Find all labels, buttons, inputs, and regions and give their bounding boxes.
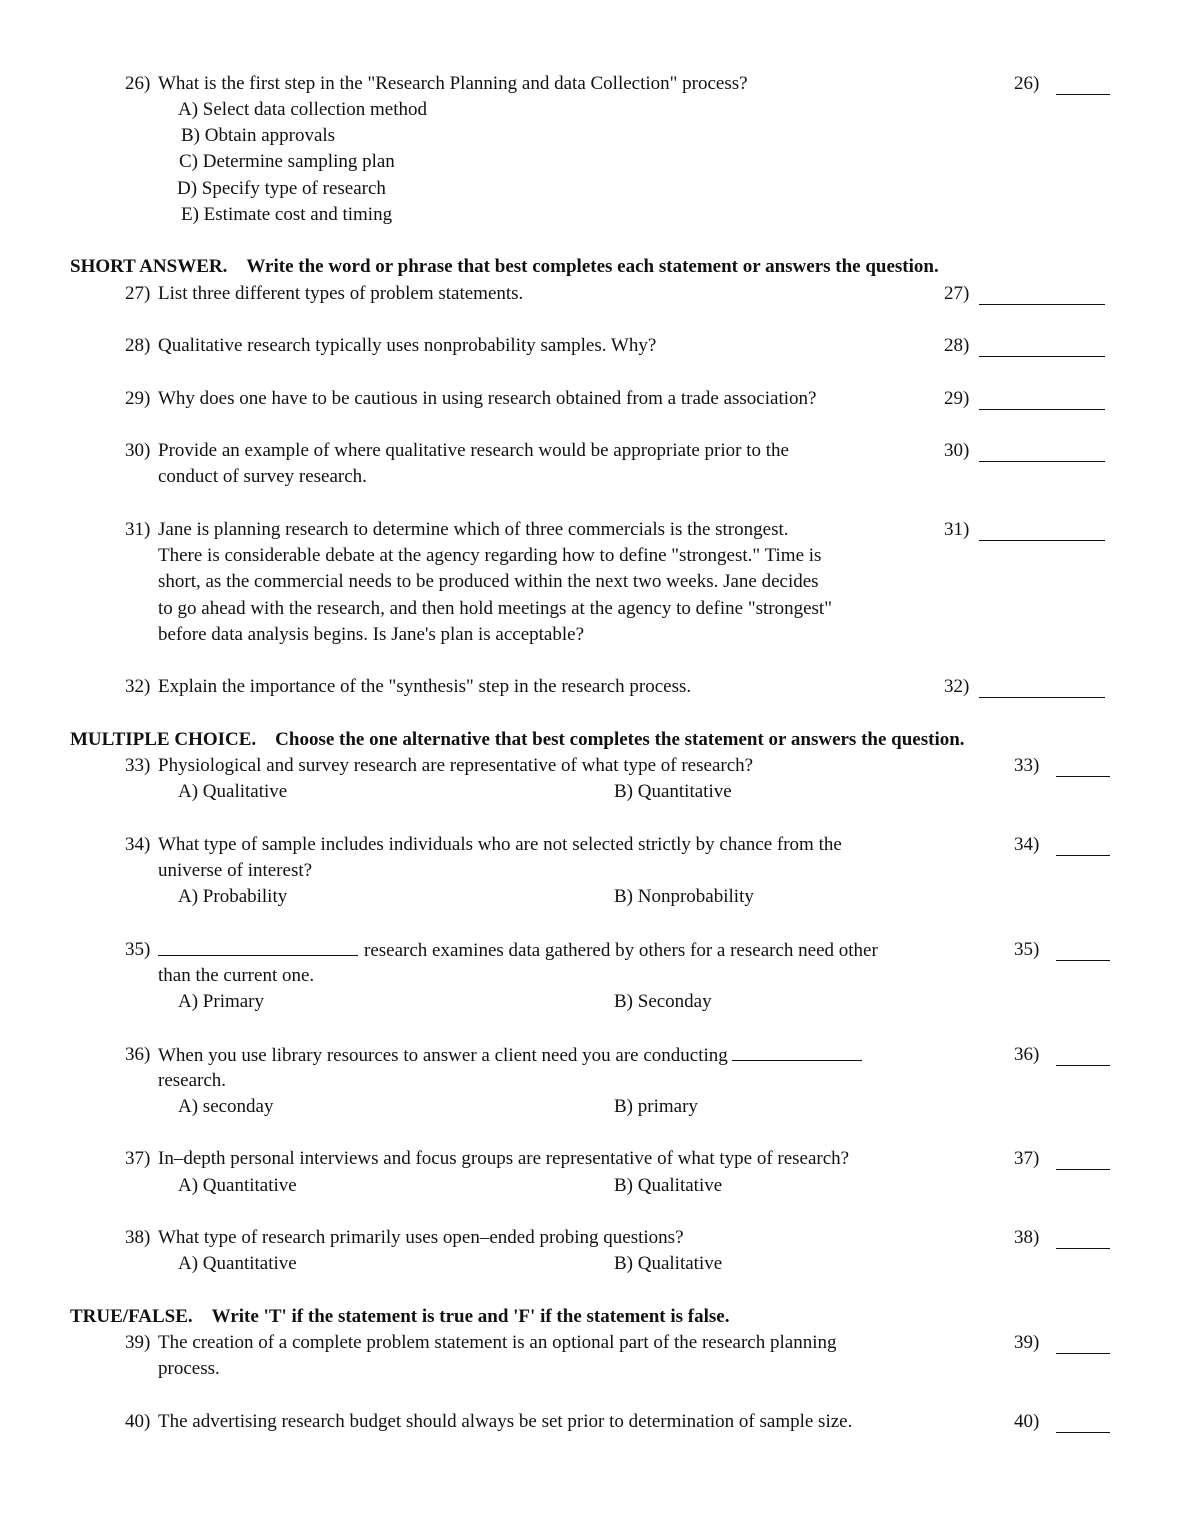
answer-number: 35) bbox=[1014, 939, 1040, 960]
question-text-line: The creation of a complete problem statement is an optional part of the research planning bbox=[158, 1332, 837, 1353]
question-number: 30) bbox=[125, 440, 151, 461]
option-b: B) Qualitative bbox=[614, 1175, 723, 1196]
question-text-line: short, as the commercial needs to be produced within the next two weeks. Jane decides bbox=[158, 571, 819, 592]
question-number: 29) bbox=[125, 388, 151, 409]
question-number: 37) bbox=[125, 1148, 151, 1169]
answer-blank[interactable] bbox=[1056, 1230, 1110, 1249]
question-text: Qualitative research typically uses nonprobability samples. Why? bbox=[158, 335, 657, 356]
section-header-short-answer bbox=[70, 254, 939, 280]
option-a: A) seconday bbox=[178, 1096, 274, 1117]
answer-blank[interactable] bbox=[1056, 1414, 1110, 1433]
section-label: TRUE/FALSE. bbox=[70, 1306, 193, 1327]
question-number: 31) bbox=[125, 519, 151, 540]
question-number: 34) bbox=[125, 834, 151, 855]
option: C) Determine sampling plan bbox=[179, 151, 395, 172]
section-header-true-false bbox=[70, 1304, 730, 1330]
answer-blank[interactable] bbox=[979, 522, 1105, 541]
option: E) Estimate cost and timing bbox=[181, 204, 393, 225]
answer-blank[interactable] bbox=[1056, 837, 1110, 856]
fill-in-blank[interactable] bbox=[158, 937, 358, 956]
answer-number: 40) bbox=[1014, 1411, 1040, 1432]
question-text: What is the first step in the "Research Planning and data Collection" process? bbox=[158, 73, 748, 94]
question-number: 26) bbox=[125, 73, 151, 94]
answer-number: 34) bbox=[1014, 834, 1040, 855]
answer-blank[interactable] bbox=[1056, 1151, 1110, 1170]
section-header-multiple-choice bbox=[70, 727, 965, 753]
question-text: Physiological and survey research are representative of what type of research? bbox=[158, 755, 754, 776]
answer-number: 26) bbox=[1014, 73, 1040, 94]
question-text: Why does one have to be cautious in using research obtained from a trade association? bbox=[158, 388, 817, 409]
option-a: A) Qualitative bbox=[178, 781, 288, 802]
answer-number: 39) bbox=[1014, 1332, 1040, 1353]
option: A) Select data collection method bbox=[178, 99, 428, 120]
question-text: What type of research primarily uses open–ended probing questions? bbox=[158, 1227, 684, 1248]
answer-blank[interactable] bbox=[1056, 758, 1110, 777]
option-b: B) Qualitative bbox=[614, 1253, 723, 1274]
answer-number: 38) bbox=[1014, 1227, 1040, 1248]
answer-blank[interactable] bbox=[1056, 1047, 1110, 1066]
answer-blank[interactable] bbox=[979, 679, 1105, 698]
question-number: 38) bbox=[125, 1227, 151, 1248]
question-number: 36) bbox=[125, 1044, 151, 1065]
section-instruction: Choose the one alternative that best completes the statement or answers the question. bbox=[275, 729, 965, 750]
question-text-line: There is considerable debate at the agency regarding how to define "strongest." Time is bbox=[158, 545, 822, 566]
answer-number: 29) bbox=[944, 388, 970, 409]
question-number: 39) bbox=[125, 1332, 151, 1353]
question-text-line: Provide an example of where qualitative research would be appropriate prior to the bbox=[158, 440, 789, 461]
question-number: 27) bbox=[125, 283, 151, 304]
question-text: Explain the importance of the "synthesis" step in the research process. bbox=[158, 676, 692, 697]
answer-number: 31) bbox=[944, 519, 970, 540]
answer-number: 32) bbox=[944, 676, 970, 697]
option-a: A) Quantitative bbox=[178, 1253, 297, 1274]
answer-number: 30) bbox=[944, 440, 970, 461]
question-number: 35) bbox=[125, 939, 151, 960]
question-text-line: to go ahead with the research, and then hold meetings at the agency to define "strongest" bbox=[158, 598, 832, 619]
answer-blank[interactable] bbox=[979, 391, 1105, 410]
question-text-line: universe of interest? bbox=[158, 860, 313, 881]
question-text: List three different types of problem statements. bbox=[158, 283, 524, 304]
answer-blank[interactable] bbox=[1056, 76, 1110, 95]
answer-blank[interactable] bbox=[979, 286, 1105, 305]
option-a: A) Quantitative bbox=[178, 1175, 297, 1196]
option-a: A) Probability bbox=[178, 886, 288, 907]
question-text: In–depth personal interviews and focus groups are representative of what type of research? bbox=[158, 1148, 850, 1169]
answer-number: 28) bbox=[944, 335, 970, 356]
answer-number: 37) bbox=[1014, 1148, 1040, 1169]
answer-blank[interactable] bbox=[979, 443, 1105, 462]
question-text-line: process. bbox=[158, 1358, 220, 1379]
question-text-line bbox=[158, 1042, 862, 1069]
question-text-line: Jane is planning research to determine which of three commercials is the strongest. bbox=[158, 519, 789, 540]
option: D) Specify type of research bbox=[177, 178, 386, 199]
section-label: SHORT ANSWER. bbox=[70, 256, 228, 277]
option-b: B) primary bbox=[614, 1096, 698, 1117]
answer-number: 33) bbox=[1014, 755, 1040, 776]
option-b: B) Nonprobability bbox=[614, 886, 754, 907]
fill-in-blank[interactable] bbox=[732, 1042, 862, 1061]
section-label: MULTIPLE CHOICE. bbox=[70, 729, 257, 750]
option-a: A) Primary bbox=[178, 991, 265, 1012]
answer-blank[interactable] bbox=[1056, 942, 1110, 961]
option-b: B) Quantitative bbox=[614, 781, 732, 802]
question-text: The advertising research budget should always be set prior to determination of sample size. bbox=[158, 1411, 853, 1432]
question-number: 33) bbox=[125, 755, 151, 776]
section-instruction: Write 'T' if the statement is true and 'F' if the statement is false. bbox=[211, 1306, 730, 1327]
question-text-line: conduct of survey research. bbox=[158, 466, 367, 487]
question-text-line: than the current one. bbox=[158, 965, 315, 986]
question-number: 32) bbox=[125, 676, 151, 697]
question-text-fragment: research examines data gathered by others for a research need other bbox=[364, 940, 878, 961]
answer-blank[interactable] bbox=[979, 338, 1105, 357]
question-text-line: research. bbox=[158, 1070, 227, 1091]
answer-blank[interactable] bbox=[1056, 1335, 1110, 1354]
question-number: 28) bbox=[125, 335, 151, 356]
question-text-fragment: When you use library resources to answer a client need you are conducting bbox=[158, 1045, 728, 1066]
answer-number: 27) bbox=[944, 283, 970, 304]
section-instruction: Write the word or phrase that best completes each statement or answers the question. bbox=[246, 256, 939, 277]
question-number: 40) bbox=[125, 1411, 151, 1432]
option-b: B) Seconday bbox=[614, 991, 712, 1012]
question-text-line: What type of sample includes individuals who are not selected strictly by chance from the bbox=[158, 834, 842, 855]
question-text-line bbox=[158, 937, 878, 964]
question-text-line: before data analysis begins. Is Jane's plan is acceptable? bbox=[158, 624, 585, 645]
option: B) Obtain approvals bbox=[181, 125, 336, 146]
answer-number: 36) bbox=[1014, 1044, 1040, 1065]
